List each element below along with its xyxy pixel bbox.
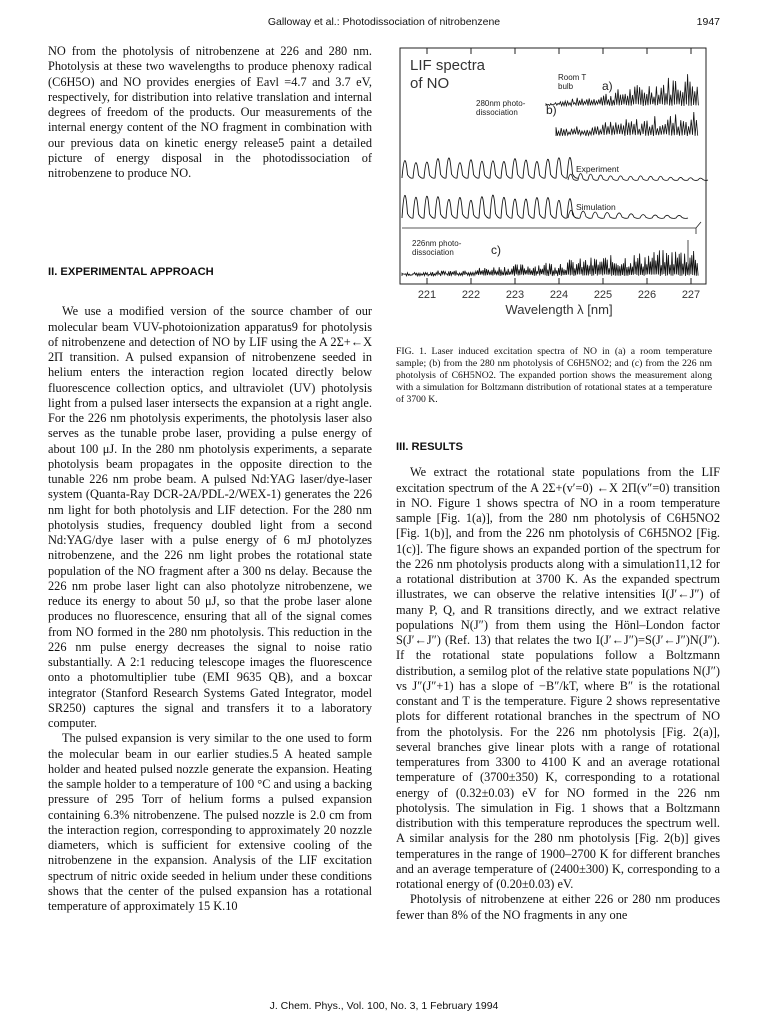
left-column-top xyxy=(48,44,372,181)
results-paragraph-1: We extract the rotational state populations from the LIF excitation spectrum of the A 2Σ+(v′=0) ←X 2Π(v″=0) transition in NO. Figure 1 shows spectra of NO in a room temperature sample [Fig. 1(a)], from the 280 nm photolysis of C6H5NO2 [Fig. 1(b)], and from the 226 nm photolysis of C6H5NO2 [Fig. 1(c)]. The figure shows an expanded portion of the spectrum for the 226 nm photolysis products along with a simulation11,12 for a rotational distribution at 3700 K. As the expanded spectrum illustrates, we can observe the relative intensities I(J′←J″) of many P, Q, and R transitions directly, and we extract relative populations N(J″) from them using the Hönl–London factor S(J′←J″) (Ref. 13) that relates the two I(J′←J″)=S(J′←J″)N(J″). If the rotational state populations follow a Boltzmann distribution, a semilog plot of the relative state populations N(J″) vs J″(J″+1) has a slope of −B″/kT, where B″ is the rotational constant and T is the temperature. Figure 2 shows representative plots for different rotational branches in the spectrum of NO from the photolysis. For the 226 nm photolysis [Fig. 2(a)], several branches give linear plots with a range of rotational temperatures from 3300 to 4100 K and an average rotational temperature of (3700±350) K, corresponding to a rotational energy of (0.32±0.03) eV for NO formed in the 226 nm photolysis. The simulation in Fig. 1 shows that a Boltzmann distribution with this temperature reproduces the spectrum well. A similar analysis for the 280 nm photolysis [Fig. 2(b)] gives temperatures in the range of 1900–2700 K for different branches and an average temperature of (2400±300) K, corresponding to a rotational energy of (0.20±0.03) eV. xyxy=(396,465,720,891)
experimental-paragraph-2: The pulsed expansion is very similar to the one used to form the molecular beam in our earlier studies.5 A heated sample holder and heated pulsed nozzle generate the expansion. Heating the sample holder to a temperature of 100 °C and using a backing pressure of 295 Torr of helium forms a pulsed expansion containing 6.3% nitrobenzene. The pulsed nozzle is 2.0 cm from the interaction region, corresponding to approximately 20 nozzle diameters, which is sufficient for extensive cooling of the nitrobenzene in the expansion. Analysis of the LIF excitation spectrum of nitric oxide seeded in helium under these conditions shows that the center of the pulsed expansion has a rotational temperature of approximately 15 K.10 xyxy=(48,731,372,913)
label-a-tag: a) xyxy=(602,79,613,93)
right-column xyxy=(396,440,720,923)
x-tick-222: 222 xyxy=(461,289,481,301)
label-a-line1: Room T xyxy=(558,73,587,82)
section-heading-experimental: II. EXPERIMENTAL APPROACH xyxy=(48,266,214,278)
results-paragraph-2: Photolysis of nitrobenzene at either 226 or 280 nm produces fewer than 8% of the NO fragments in any one xyxy=(396,892,720,922)
experiment-label: Experiment xyxy=(576,164,619,174)
x-tick-223: 223 xyxy=(505,289,525,301)
journal-footer: J. Chem. Phys., Vol. 100, No. 3, 1 February 1994 xyxy=(269,1000,499,1012)
spectrum-experiment-tail xyxy=(568,173,708,180)
label-b-line1: 280nm photo- xyxy=(476,99,526,108)
label-c-tag: c) xyxy=(491,243,501,257)
expansion-bracket xyxy=(402,222,701,234)
simulation-label: Simulation xyxy=(576,202,616,212)
label-a-line2: bulb xyxy=(558,82,574,91)
running-header xyxy=(48,16,720,32)
section-heading-results: III. RESULTS xyxy=(396,441,463,453)
x-tick-226: 226 xyxy=(637,289,657,301)
running-title: Galloway et al.: Photodissociation of nitrobenzene xyxy=(267,16,501,28)
figure-title-line2: of NO xyxy=(410,75,450,92)
figure-1-spectra xyxy=(396,46,712,324)
x-tick-221: 221 xyxy=(417,289,437,301)
label-c-line2: dissociation xyxy=(412,248,454,257)
x-tick-225: 225 xyxy=(593,289,613,301)
x-axis-label: Wavelength λ [nm] xyxy=(505,302,613,317)
figure-caption: FIG. 1. Laser induced excitation spectra of NO in (a) a room temperature sample; (b) from the 280 nm photolysis of C6H5NO2; and (c) from the 226 nm photolysis of C6H5NO2. The expanded portion shows the measurement along with a simulation for Boltzmann distribution of rotational states at a temperature of 3700 K. xyxy=(396,346,712,406)
spectrum-simulation xyxy=(402,195,578,218)
spectrum-experiment-expanded xyxy=(402,157,578,178)
left-column xyxy=(48,265,372,914)
label-b-line2: dissociation xyxy=(476,108,518,117)
page-number: 1947 xyxy=(696,16,720,28)
x-tick-224: 224 xyxy=(549,289,569,301)
spectrum-b-280nm xyxy=(556,112,698,136)
figure-title-line1: LIF spectra xyxy=(410,57,486,74)
label-b-tag: b) xyxy=(546,103,557,117)
experimental-paragraph-1: We use a modified version of the source chamber of our molecular beam VUV-photoionization apparatus9 for photolysis of nitrobenzene and detection of NO by LIF using the A 2Σ+←X 2Π transition. A pulsed expansion of nitrobenzene seeded in helium enters the interaction region located directly below fluorescence collection optics, and ultraviolet (UV) photolysis light from a pulsed laser intersects the expansion at a right angle. For the 226 nm photolysis experiments, the photolysis laser also serves as the tunable probe laser, providing a pulse energy of about 100 μJ. In the 280 nm photolysis experiments, a separate photolysis beam propagates in the opposite direction to the tunable 226 nm probe beam. A pulsed Nd:YAG laser/dye-laser system (Quanta-Ray DCR-2A/PDL-2/WEX-1) generates the 226 nm light for both photolysis and LIF detection. For the 280 nm photolysis studies, frequency doubled light from a second Nd:YAG/dye laser with a pulse energy of 6 mJ photolyzes nitrobenzene, and the 226 nm light probes the rotational state population of the NO fragment after a 300 ns delay. Because the 226 nm probe laser light can also photolyze nitrobenzene, we reduce its energy to about 50 μJ, so that the probe laser alone produces no fluorescence, ensuring that all of the signal comes from NO formed in the 280 nm photolysis. This reduction in the 226 nm pulse energy decreases the signal to noise ratio substantially. A 2:1 reducing telescope images the fluorescence onto a photomultiplier tube (EMI 9635 QB), and a boxcar integrator (Stanford Research Systems Gated Integrator, model SR250) captures the signal and transfers it to a laboratory computer. xyxy=(48,304,372,730)
intro-paragraph: NO from the photolysis of nitrobenzene at 226 and 280 nm. Photolysis at these two wavelengths to produce phenoxy radical (C6H5O) and NO provides energies of Eavl =4.7 and 3.7 eV, respectively, for distribution into relative translation and internal degrees of freedom of the products. Our measurements of the internal energy content of the NO fragment in combination with our previous data on kinetic energy release5 paint a detailed picture of energy disposal in the photodissociation of nitrobenzene to produce NO. xyxy=(48,44,372,180)
x-tick-227: 227 xyxy=(681,289,701,301)
label-c-line1: 226nm photo- xyxy=(412,239,462,248)
top-ticks xyxy=(427,48,691,54)
